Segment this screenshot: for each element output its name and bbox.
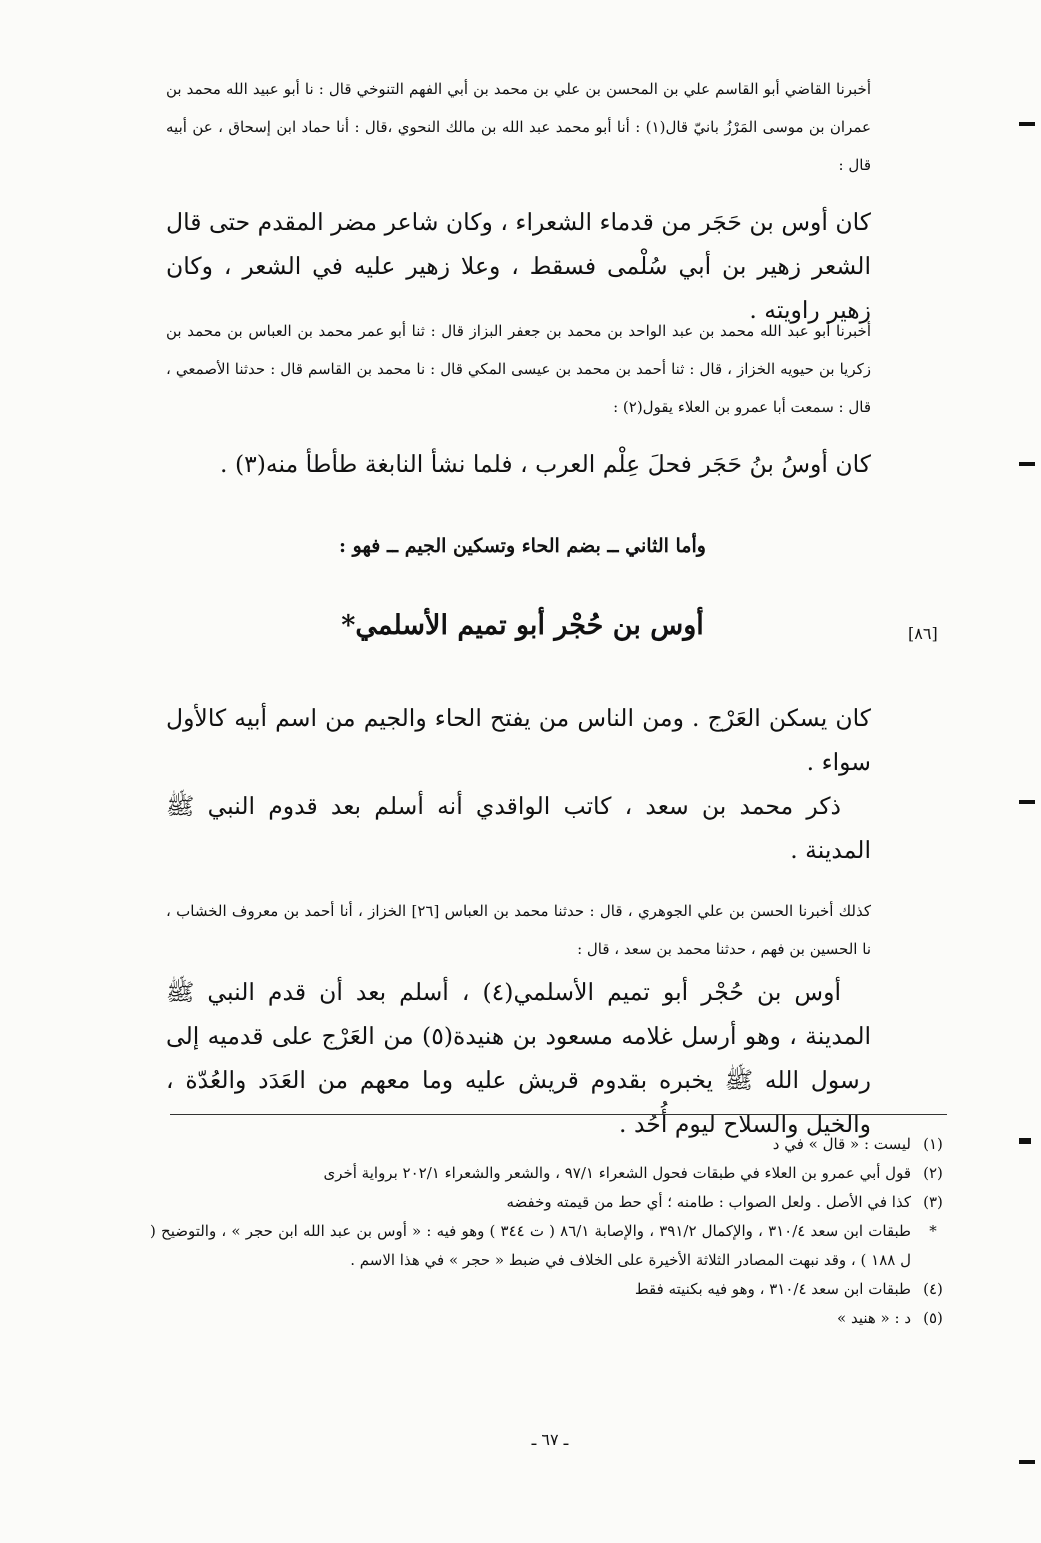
footnote-marker: (٣) (923, 1193, 943, 1211)
footnote-marker: (١) (923, 1135, 943, 1153)
footnote-marker: * (929, 1222, 937, 1240)
footnote-4 (150, 1275, 955, 1304)
matn-paragraph-4: ذكر محمد بن سعد ، كاتب الواقدي أنه أسلم بعد قدوم النبي ﷺ المدينة . (166, 792, 871, 864)
matn-paragraph-2: كان أوسُ بنُ حَجَر فحلَ عِلْم العرب ، فلما نشأ النابغة طأطأ منه(٣) . (220, 450, 871, 478)
footnote-2 (150, 1159, 955, 1188)
footnote-3 (150, 1188, 955, 1217)
footnote-text: قول أبي عمرو بن العلاء في طبقات فحول الشعراء ٩٧/١ ، والشعر والشعراء ٢٠٢/١ برواية أخرى (323, 1164, 911, 1182)
isnad-paragraph-1: أخبرنا القاضي أبو القاسم علي بن المحسن بن علي بن محمد بن أبي الفهم التنوخي قال : نا أبو عبيد الله محمد بن عمران بن موسى المَرْزُ بانيّ قال(١) : أنا أبو محمد عبد الله بن مالك النحوي ،قال : أنا حماد ابن إسحاق ، عن أبيه قال : (166, 80, 872, 174)
matn-paragraph-5: أوس بن حُجْر أبو تميم الأسلمي(٤) ، أسلم بعد أن قدم النبي ﷺ المدينة ، وهو أرسل غلامه مسعود بن هنيدة(٥) من العَرْج على قدميه إلى رسول الله ﷺ يخبره بقدوم قريش عليه وما معهم من العَدَد والعُدّة ، والخيل والسلاح ليوم أُحُد . (166, 978, 872, 1138)
footnote-text: كذا في الأصل . ولعل الصواب : طامنه ؛ أي حط من قيمته وخفضه (506, 1193, 911, 1211)
matn-paragraph-1: كان أوس بن حَجَر من قدماء الشعراء ، وكان شاعر مضر المقدم حتى قال الشعر زهير بن أبي سُلْمى فسقط ، وعلا زهير عليه في الشعر ، وكان زهير راويته . (166, 208, 871, 324)
scan-edge-mark (1019, 1460, 1035, 1464)
scan-edge-mark (1019, 462, 1035, 466)
entry-number: [٨٦] (908, 624, 938, 643)
matn-paragraph-3: كان يسكن العَرْج . ومن الناس من يفتح الحاء والجيم من اسم أبيه كالأول سواء . (166, 704, 871, 776)
scan-edge-mark (1019, 122, 1035, 126)
entry-title: أوس بن حُجْر أبو تميم الأسلمي* (341, 610, 704, 641)
footnote-marker: (٢) (923, 1164, 943, 1182)
page-number: ـ ٦٧ ـ (531, 1430, 569, 1449)
scan-edge-mark (1019, 1138, 1031, 1144)
footnote-divider (170, 1114, 947, 1115)
footnote-5 (150, 1304, 955, 1333)
footnote-marker: (٥) (923, 1309, 943, 1327)
scan-edge-mark (1019, 800, 1035, 804)
footnote-marker: (٤) (923, 1280, 943, 1298)
isnad-paragraph-2: أخبرنا أبو عبد الله محمد بن عبد الواحد بن محمد بن جعفر البزاز قال : ثنا أبو عمر محمد بن العباس بن محمد بن زكريا بن حيويه الخزاز ، قال : ثنا أحمد بن محمد بن عيسى المكي قال : نا محمد بن القاسم قال : حدثنا الأصمعي ، قال : سمعت أبا عمرو بن العلاء يقول(٢) : (166, 322, 871, 416)
footnote-1 (150, 1130, 955, 1159)
isnad-paragraph-3: كذلك أخبرنا الحسن بن علي الجوهري ، قال : حدثنا محمد بن العباس [٢٦] الخزاز ، أنا أحمد بن معروف الخشاب ، نا الحسين بن فهم ، حدثنا محمد بن سعد ، قال : (166, 902, 871, 958)
footnote-text: د : « هنيد » (837, 1309, 911, 1327)
footnote-text: ليست : « قال » في د (772, 1135, 911, 1153)
footnote-text: طبقات ابن سعد ٣١٠/٤ ، وهو فيه بكنيته فقط (634, 1280, 911, 1298)
section-heading: وأما الثاني ــ بضم الحاء وتسكين الجيم ــ فهو : (339, 535, 706, 557)
footnotes-list (150, 1130, 955, 1333)
footnote-text: طبقات ابن سعد ٣١٠/٤ ، والإكمال ٣٩١/٢ ، والإصابة ٨٦/١ ( ت ٣٤٤ ) وهو فيه : « أوس بن عبد الله ابن حجر » ، والتوضيح ( ل ١٨٨ ) ، وقد نبهت المصادر الثلاثة الأخيرة على الخلاف في ضبط « حجر » في هذا الاسم . (150, 1222, 911, 1269)
footnote-star (150, 1217, 955, 1275)
